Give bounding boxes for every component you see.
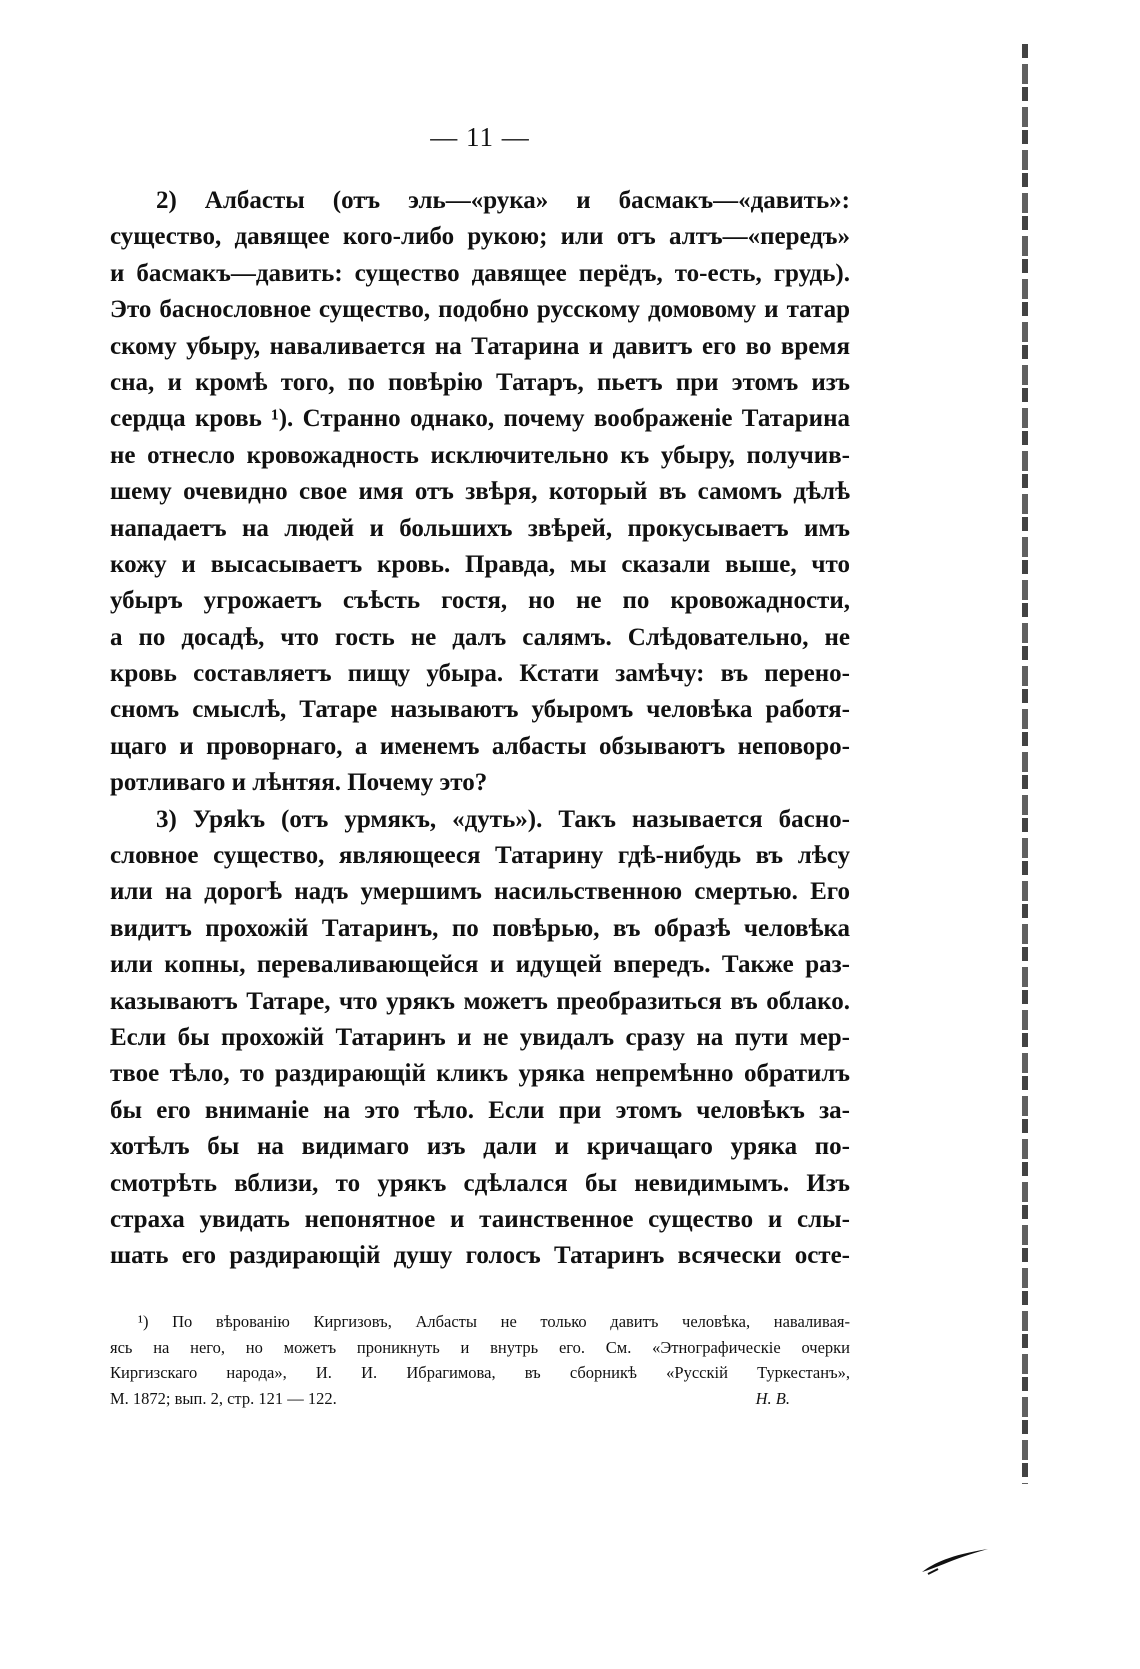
footnote-line: ¹) По вѣрованію Киргизовъ, Албасты не только давитъ человѣка, наваливая- <box>138 1312 850 1331</box>
text-line: не отнесло кровожадность исключительно къ убыру, получив- <box>110 441 850 469</box>
text-line: смотрѣть вблизи, то урякъ сдѣлался бы невидимымъ. Изъ <box>110 1169 850 1197</box>
text-line: 3) Уряkъ (отъ урмякъ, «дуть»). Такъ называется басно- <box>156 805 850 833</box>
footnote-line: ясь на него, но можетъ проникнуть и внутрь его. См. «Этнографическіе очерки <box>110 1337 850 1357</box>
text-line: сна, и кромѣ того, по повѣрію Татаръ, пьетъ при этомъ изъ <box>110 368 850 396</box>
text-line: и басмакъ—давить: существо давящее перёдъ, то-есть, грудь). <box>110 259 850 287</box>
text-line: нападаетъ на людей и большихъ звѣрей, прокусываетъ имъ <box>110 514 850 542</box>
footnote <box>110 1309 850 1411</box>
body-text <box>110 183 850 1275</box>
footnote-citation: М. 1872; вып. 2, стр. 121 — 122. <box>110 1388 337 1408</box>
text-line: сномъ смыслѣ, Татаре называютъ убыромъ человѣка работя- <box>110 696 850 724</box>
text-line: казываютъ Татаре, что урякъ можетъ преобразиться въ облако. <box>110 987 850 1015</box>
text-line: 2) Албасты (отъ эль—«рука» и басмакъ—«давить»: <box>156 187 850 214</box>
text-line: шать его раздирающій душу голосъ Татаринъ всячески осте- <box>110 1242 850 1270</box>
text-line: Если бы прохожій Татаринъ и не увидалъ сразу на пути мер- <box>110 1023 850 1051</box>
text-line: убыръ угрожаетъ съѣсть гостя, но не по кровожадности, <box>110 587 850 615</box>
text-line: хотѣлъ бы на видимаго изъ дали и кричащаго уряка по- <box>110 1133 850 1161</box>
text-line: видитъ прохожій Татаринъ, по повѣрью, въ образѣ человѣка <box>110 914 850 942</box>
scan-binding-edge <box>1022 44 1028 1484</box>
page-number: — 11 — <box>430 122 530 152</box>
text-line: кожу и высасываетъ кровь. Правда, мы сказали выше, что <box>110 550 850 578</box>
footnote-line: Киргизскаго народа», И. И. Ибрагимова, въ сборникѣ «Русскій Туркестанъ», <box>110 1363 850 1382</box>
text-line: или на дорогѣ надъ умершимъ насильственною смертью. Его <box>110 878 850 906</box>
text-line: или копны, переваливающейся и идущей впередъ. Также раз- <box>110 951 850 979</box>
text-line: словное существо, являющееся Татарину гдѣ-нибудь въ лѣсу <box>110 842 850 870</box>
text-line: бы его вниманіе на это тѣло. Если при этомъ человѣкъ за- <box>110 1096 850 1124</box>
footnote-last-line <box>110 1386 850 1412</box>
text-line: шему очевидно свое имя отъ звѣря, который въ самомъ дѣлѣ <box>110 478 850 506</box>
text-line: твое тѣло, то раздирающій кликъ уряка непремѣнно обратилъ <box>110 1060 850 1088</box>
text-line: ротливаго и лѣнтяя. Почему это? <box>110 769 488 797</box>
text-line: существо, давящее кого-либо рукою; или отъ алтъ—«передъ» <box>110 223 850 251</box>
text-line: кровь составляетъ пищу убыра. Кстати замѣчу: въ перено- <box>110 660 850 688</box>
text-line: Это баснословное существо, подобно русскому домовому и татар <box>110 296 850 324</box>
text-line: скому убыру, наваливается на Татарина и давитъ его во время <box>110 332 850 360</box>
footnote-signature: Н. В. <box>755 1388 790 1408</box>
ink-smudge-mark <box>920 1545 990 1575</box>
text-line: щаго и проворнаго, а именемъ албасты обзываютъ неповоро- <box>110 732 850 760</box>
text-line: страха увидать непонятное и таинственное существо и слы- <box>110 1205 850 1233</box>
text-line: сердца кровь ¹). Странно однако, почему воображеніе Татарина <box>110 405 850 433</box>
text-line: а по досадѣ, что гость не далъ салямъ. Слѣдовательно, не <box>110 623 850 651</box>
